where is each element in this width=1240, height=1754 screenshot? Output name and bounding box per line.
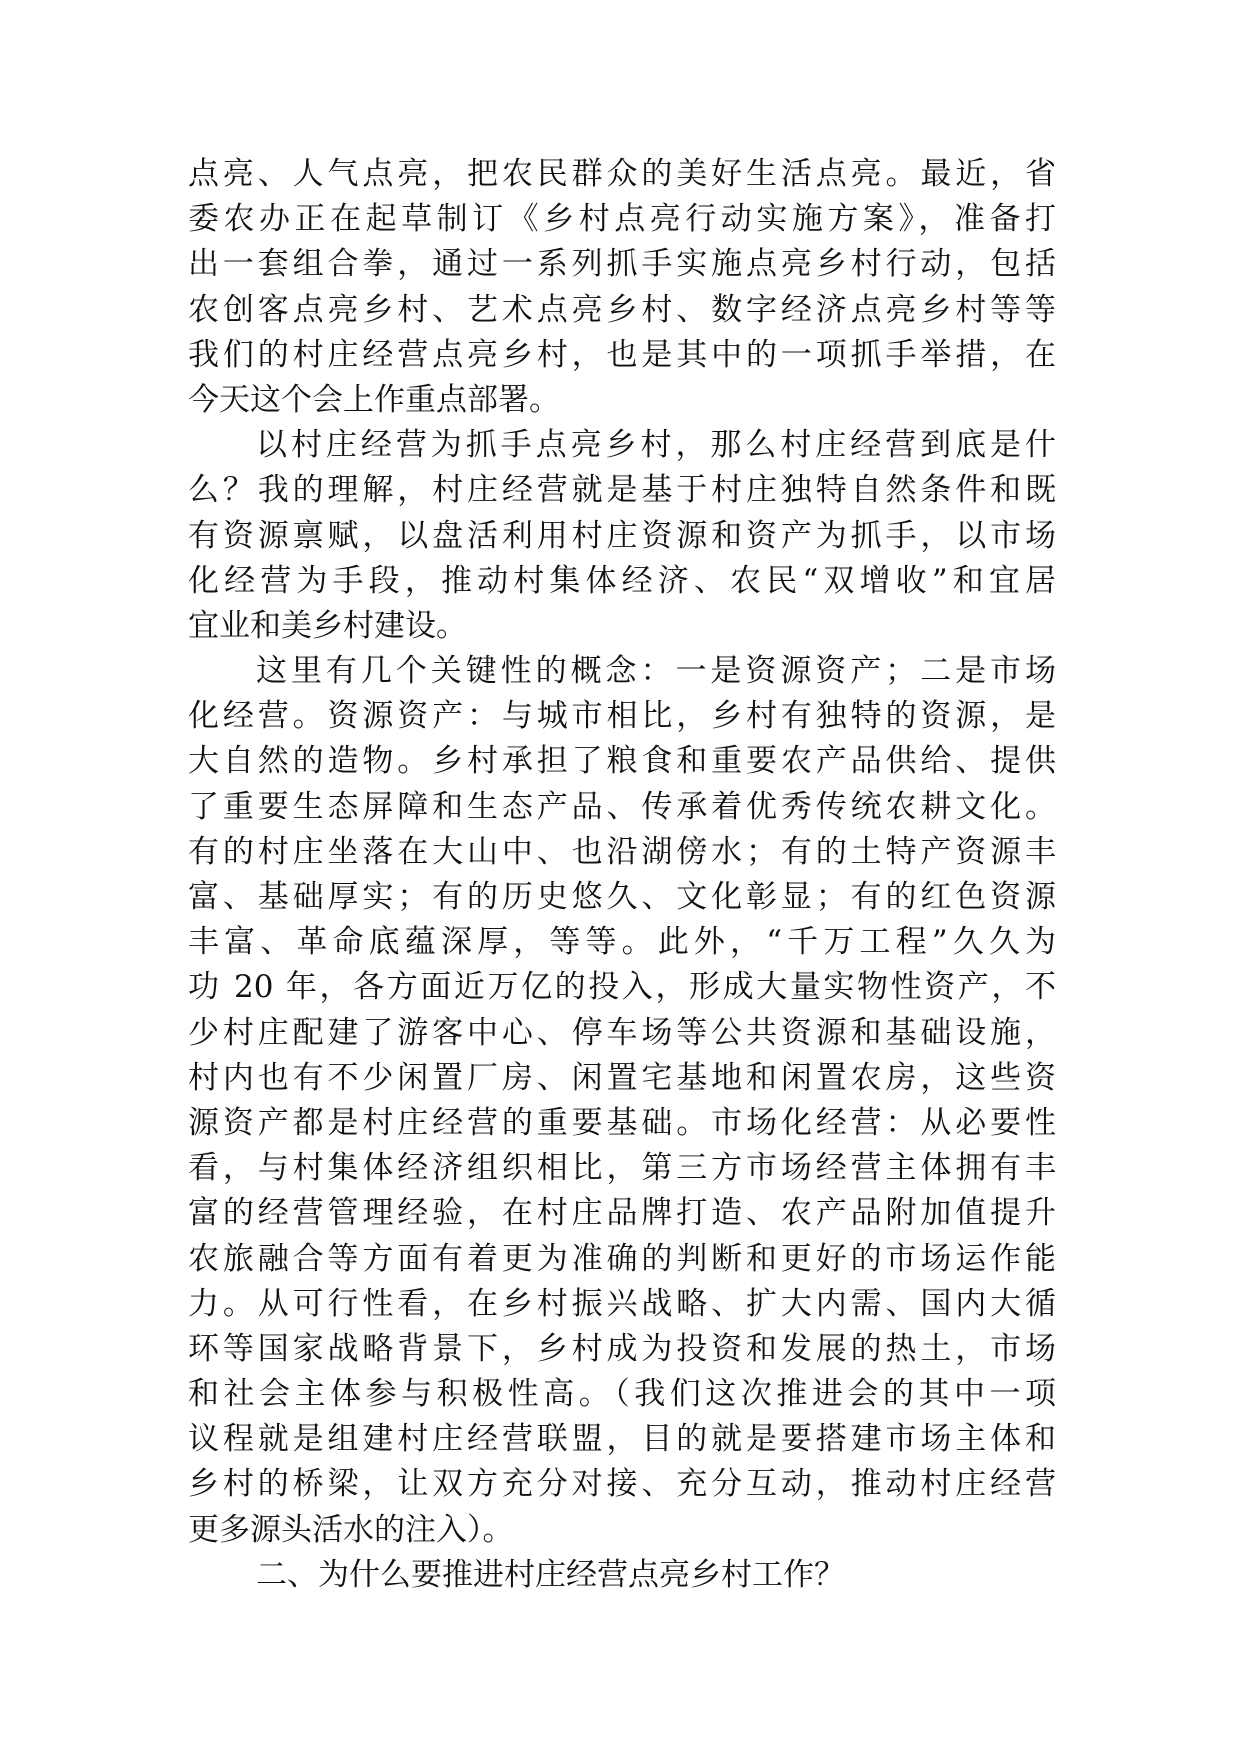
text-line: 源资产都是村庄经营的重要基础。市场化经营：从必要性 xyxy=(188,1104,1056,1141)
text-line: 农旅融合等方面有着更为准确的判断和更好的市场运作能 xyxy=(188,1240,1056,1277)
text-line: 点亮、人气点亮，把农民群众的美好生活点亮。最近，省 xyxy=(188,156,1056,192)
text-line: 议程就是组建村庄经营联盟，目的就是要搭建市场主体和 xyxy=(188,1421,1056,1458)
paragraph xyxy=(188,152,1056,423)
text-line: 化经营。资源资产：与城市相比，乡村有独特的资源，是 xyxy=(188,698,1056,735)
text-line: 我们的村庄经营点亮乡村，也是其中的一项抓手举措，在 xyxy=(188,336,1056,373)
text-line: 宜业和美乡村建设。 xyxy=(188,607,467,644)
text-line: 有资源禀赋，以盘活利用村庄资源和资产为抓手，以市场 xyxy=(188,517,1056,554)
text-line: 更多源头活水的注入）。 xyxy=(188,1511,514,1548)
text-line: 和社会主体参与积极性高。（我们这次推进会的其中一项 xyxy=(188,1376,1056,1413)
paragraph xyxy=(188,423,1056,649)
text-line: 今天这个会上作重点部署。 xyxy=(188,381,560,418)
text-line: 这里有几个关键性的概念：一是资源资产；二是市场 xyxy=(256,653,1056,690)
text-line: 环等国家战略背景下，乡村成为投资和发展的热土，市场 xyxy=(188,1330,1056,1367)
paragraph xyxy=(188,649,1056,1553)
text-line: 村内也有不少闲置厂房、闲置宅基地和闲置农房，这些资 xyxy=(188,1059,1056,1096)
body-text xyxy=(188,152,1056,1598)
text-line: 看，与村集体经济组织相比，第三方市场经营主体拥有丰 xyxy=(188,1150,1056,1187)
paragraph xyxy=(188,1553,1056,1598)
text-line: 了重要生态屏障和生态产品、传承着优秀传统农耕文化。 xyxy=(188,788,1056,825)
text-line: 委农办正在起草制订《乡村点亮行动实施方案》，准备打 xyxy=(188,201,1056,238)
text-line: 功 20 年，各方面近万亿的投入，形成大量实物性资产，不 xyxy=(188,969,1056,1006)
text-line: 农创客点亮乡村、艺术点亮乡村、数字经济点亮乡村等等 xyxy=(188,291,1056,328)
text-line: 化经营为手段，推动村集体经济、农民“双增收”和宜居 xyxy=(188,562,1056,599)
text-line: 有的村庄坐落在大山中、也沿湖傍水；有的土特产资源丰 xyxy=(188,833,1056,870)
text-line: 富的经营管理经验，在村庄品牌打造、农产品附加值提升 xyxy=(188,1195,1056,1232)
text-line: 么？我的理解，村庄经营就是基于村庄独特自然条件和既 xyxy=(188,472,1056,509)
text-line: 富、基础厚实；有的历史悠久、文化彰显；有的红色资源 xyxy=(188,879,1056,915)
text-line: 出一套组合拳，通过一系列抓手实施点亮乡村行动，包括 xyxy=(188,246,1056,283)
text-line: 二、为什么要推进村庄经营点亮乡村工作？ xyxy=(256,1556,845,1593)
text-line: 丰富、革命底蕴深厚，等等。此外，“千万工程”久久为 xyxy=(188,924,1056,961)
text-line: 大自然的造物。乡村承担了粮食和重要农产品供给、提供 xyxy=(188,743,1056,780)
text-line: 乡村的桥梁，让双方充分对接、充分互动，推动村庄经营 xyxy=(188,1466,1056,1503)
text-line: 以村庄经营为抓手点亮乡村，那么村庄经营到底是什 xyxy=(256,427,1056,464)
text-line: 少村庄配建了游客中心、停车场等公共资源和基础设施， xyxy=(188,1014,1056,1051)
text-line: 力。从可行性看，在乡村振兴战略、扩大内需、国内大循 xyxy=(188,1285,1056,1322)
